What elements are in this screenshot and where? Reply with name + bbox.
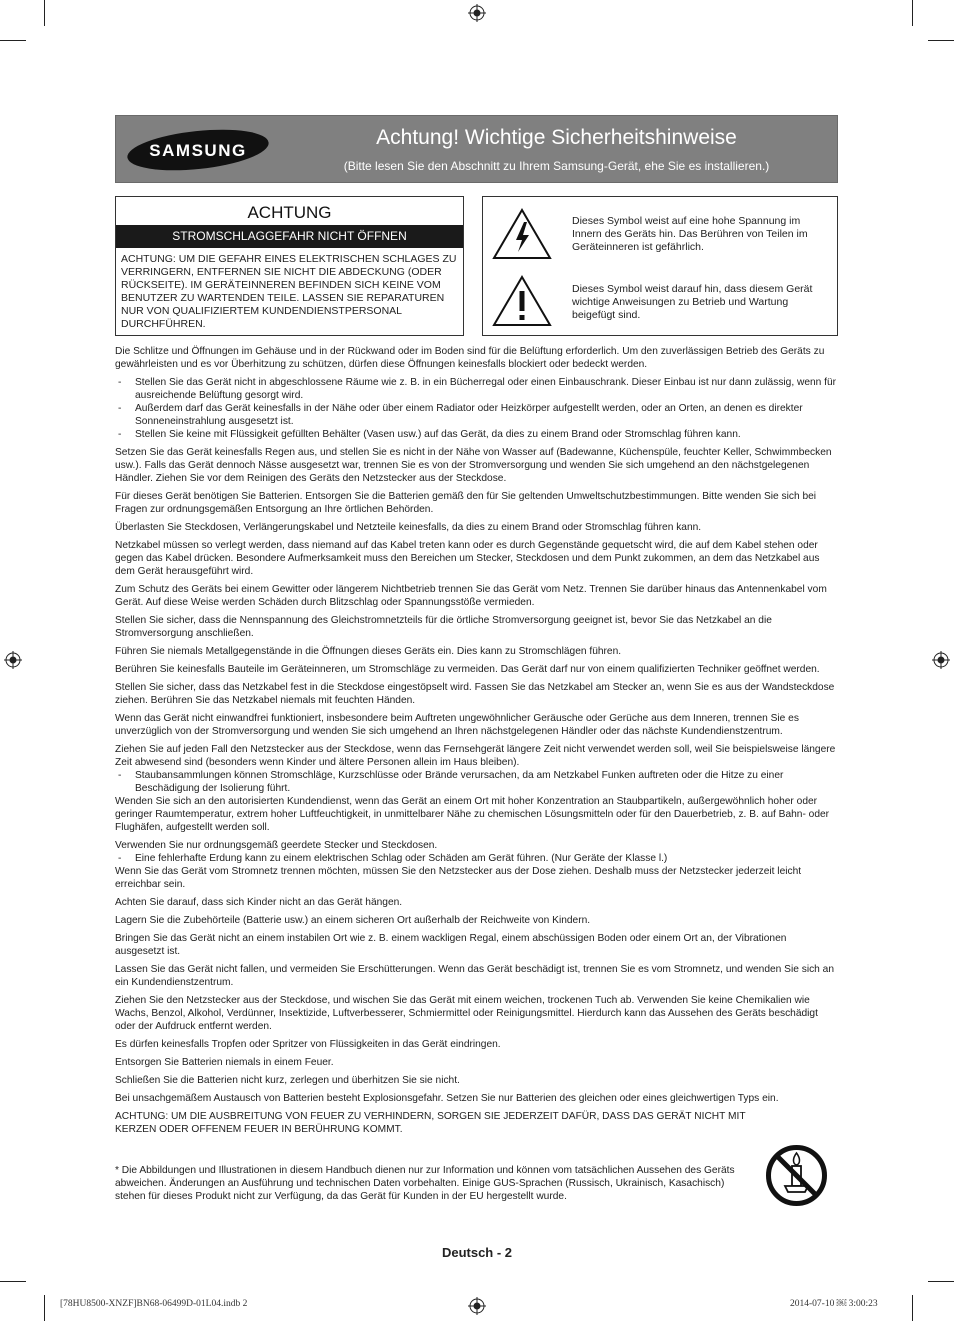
- crop-mark: [928, 40, 954, 41]
- paragraph: Stellen Sie sicher, dass die Nennspannung des Gleichstromnetzteils für die örtliche Stromversorgung geeignet ist, bevor Sie das Netzkabel an die Stromversorgung anschließen.: [115, 615, 772, 639]
- header-banner: [115, 115, 838, 183]
- print-slug-file: [78HU8500-XNZF]BN68-06499D-01L04.indb 2: [60, 1299, 248, 1309]
- paragraph: Stellen Sie sicher, dass das Netzkabel fest in die Steckdose eingestöpselt wird. Fassen Sie das Netzkabel am Stecker an, wenn Sie es aus der Wandsteckdose ziehen. Berühren Sie das Netzkabel niemals mit feuchten Händen.: [115, 682, 835, 706]
- paragraph: Zum Schutz des Geräts bei einem Gewitter oder längerem Nichtbetrieb trennen Sie das Gerät vom Netz. Trennen Sie darüber hinaus das Antennenkabel vom Gerät. Auf diese Weise werden Schäden durch Blitzschlag oder Spannungsstöße vermieden.: [115, 584, 827, 608]
- paragraph: Für dieses Gerät benötigen Sie Batterien. Entsorgen Sie die Batterien gemäß den für Sie geltenden Umweltschutzbestimmungen. Bitte wenden Sie sich bei Fragen zur ordnungsgemäßen Entsorgung an Ihre örtlichen Behörden.: [115, 491, 817, 515]
- paragraph: Bringen Sie das Gerät nicht an einem instabilen Ort wie z. B. einem wackligen Regal, einem abschüssigen Boden oder einem Ort an, der Vibrationen ausgesetzt ist.: [115, 933, 787, 957]
- samsung-logo: [126, 128, 271, 172]
- registration-mark-icon: [468, 4, 486, 22]
- paragraph: Netzkabel müssen so verlegt werden, dass niemand auf das Kabel treten kann oder es durch Gegenstände gequetscht wird, die auf dem Kabel stehen oder gegen das Kabel drücken. Besondere Aufmerksamkeit muss den Bereichen um Stecker, Steckdosen und dem Punkt zukommen, an dem das Netzkabel aus dem Gerät herausgeführt wird.: [115, 540, 820, 577]
- caution-box: [115, 196, 464, 336]
- safety-instructions: [115, 345, 837, 1141]
- paragraph: Wenn Sie das Gerät vom Stromnetz trennen möchten, müssen Sie den Netzstecker aus der Dose ziehen. Deshalb muss der Netzstecker jederzeit leicht erreichbar sein.: [115, 866, 802, 890]
- crop-mark: [0, 1281, 26, 1282]
- caution-title: ACHTUNG: [247, 203, 332, 222]
- crop-mark: [912, 1295, 913, 1321]
- paragraph: Verwenden Sie nur ordnungsgemäß geerdete Stecker und Steckdosen.: [115, 840, 438, 851]
- paragraph: Lagern Sie die Zubehörteile (Batterie usw.) an einem sicheren Ort außerhalb der Reichweite von Kindern.: [115, 915, 591, 926]
- paragraph: Berühren Sie keinesfalls Bauteile im Geräteinneren, um Stromschläge zu vermeiden. Das Gerät darf nur von einem qualifizierten Techniker geöffnet werden.: [115, 664, 820, 675]
- bullet-item: - Stellen Sie keine mit Flüssigkeit gefüllten Behälter (Vasen usw.) auf das Gerät, da dies zu einem Brand oder Stromschlag führen kann.: [115, 428, 837, 441]
- paragraph: Wenden Sie sich an den autorisierten Kundendienst, wenn das Gerät an einem Ort mit hoher Konzentration an Staubpartikeln, außergewöhnlich hoher oder geringer Raumtemperatur, extrem hoher Luftfeuchtigkeit, in unmittelbarer Nähe zu chemischen Lösungsmitteln oder für den Dauerbetrieb, z. B. auf Bahn- oder Flughäfen, aufgestellt werden soll.: [115, 796, 830, 833]
- bullet-item: - Staubansammlungen können Stromschläge, Kurzschlüsse oder Brände verursachen, da am Netzkabel Funken auftreten oder die Hitze zu einer Beschädigung der Isolierung führt.: [115, 769, 837, 795]
- paragraph: Überlasten Sie Steckdosen, Verlängerungskabel und Netzteile keinesfalls, da dies zu einem Brand oder Stromschlag führen kann.: [115, 522, 702, 533]
- page-subtitle: (Bitte lesen Sie den Abschnitt zu Ihrem Samsung-Gerät, ehe Sie es installieren.): [343, 159, 770, 173]
- high-voltage-warning-icon: [491, 207, 553, 261]
- bullet-item: - Stellen Sie das Gerät nicht in abgeschlossene Räume wie z. B. in ein Bücherregal oder einen Einbauschrank. Dieser Einbau ist nur dann zulässig, wenn für ausreichende Belüftung gesorgt wird.: [115, 376, 837, 402]
- page-number: Deutsch - 2: [441, 1245, 513, 1260]
- paragraph: Setzen Sie das Gerät keinesfalls Regen aus, und stellen Sie es nicht in der Nähe von Wasser auf (Badewanne, Küchenspüle, feuchter Keller, Schwimmbecken usw.). Falls das Gerät dennoch Nässe ausgesetzt war, trennen Sie es von der Stromversorgung und wenden Sie sich umgehend an den nächstgelegenen Händler. Ziehen Sie vor dem Reinigen des Geräts den Netzstecker aus der Steckdose.: [115, 447, 832, 484]
- paragraph: Bei unsachgemäßem Austausch von Batterien besteht Explosionsgefahr. Setzen Sie nur Batterien des gleichen oder eines gleichwertigen Typs ein.: [115, 1093, 779, 1104]
- caution-text: ACHTUNG: UM DIE GEFAHR EINES ELEKTRISCHEN SCHLAGES ZU VERRINGERN, ENTFERNEN SIE NICHT DIE ABDECKUNG (ODER RÜCKSEITE). IM GERÄTEINNEREN BEFINDEN SICH KEINE VOM BENUTZER ZU WARTENDEN TEILE. LASSEN SIE REPARATUREN NUR VON QUALIFIZIERTEM KUNDENDIENSTPERSONAL DURCHFÜHREN.: [121, 253, 457, 330]
- paragraph: Ziehen Sie den Netzstecker aus der Steckdose, und wischen Sie das Gerät mit einem weichen, trockenen Tuch ab. Verwenden Sie keine Chemikalien wie Wachs, Benzol, Alkohol, Verdünner, Insektizide, Luftverbesserer, Schmiermittel oder Reinigungsmittel. Hierdurch kann das Aussehen des Geräts beschädigt oder der Aufdruck entfernt werden.: [115, 995, 818, 1032]
- bullet-item: - Eine fehlerhafte Erdung kann zu einem elektrischen Schlag oder Schäden am Gerät führen. (Nur Geräte der Klasse l.): [115, 852, 837, 865]
- paragraph: Führen Sie niemals Metallgegenstände in die Öffnungen dieses Geräts ein. Dies kann zu Stromschlägen führen.: [115, 646, 622, 657]
- symbols-box: [482, 196, 838, 336]
- registration-mark-icon: [468, 1297, 486, 1315]
- crop-mark: [912, 0, 913, 26]
- svg-text:SAMSUNG: SAMSUNG: [149, 141, 247, 160]
- crop-mark: [44, 0, 45, 26]
- exclamation-warning-icon: [491, 274, 553, 328]
- caution-bar: STROMSCHLAGGEFAHR NICHT ÖFFNEN: [116, 225, 463, 248]
- attention-symbol-text: Dieses Symbol weist darauf hin, dass diesem Gerät wichtige Anweisungen zu Betrieb und Wartung beigefügt sind.: [572, 283, 813, 321]
- no-candle-icon: [765, 1144, 828, 1207]
- paragraph: Wenn das Gerät nicht einwandfrei funktioniert, insbesondere beim Auftreten ungewöhnlicher Geräusche oder Gerüche aus dem Inneren, trennen Sie es unverzüglich von der Stromversorgung und wenden Sie sich umgehend an Ihren nächstgelegenen Händler oder das nächste Kundendienstzentrum.: [115, 713, 799, 737]
- paragraph: Achten Sie darauf, dass sich Kinder nicht an das Gerät hängen.: [115, 897, 403, 908]
- registration-mark-icon: [932, 651, 950, 669]
- paragraph: Schließen Sie die Batterien nicht kurz, zerlegen und überhitzen Sie sie nicht.: [115, 1075, 460, 1086]
- registration-mark-icon: [4, 651, 22, 669]
- crop-mark: [44, 1295, 45, 1321]
- page-title: Achtung! Wichtige Sicherheitshinweise: [376, 126, 737, 149]
- bullet-item: - Außerdem darf das Gerät keinesfalls in der Nähe oder über einem Radiator oder Heizkörper aufgestellt werden, oder an Orten, an denen es direkter Sonneneinstrahlung ausgesetzt ist.: [115, 402, 837, 428]
- paragraph: Lassen Sie das Gerät nicht fallen, und vermeiden Sie Erschütterungen. Wenn das Gerät beschädigt ist, trennen Sie es vom Stromnetz, und wenden Sie sich an ein Kundendienstzentrum.: [115, 964, 835, 988]
- crop-mark: [0, 40, 26, 41]
- footnote: * Die Abbildungen und Illustrationen in diesem Handbuch dienen nur zur Information und können vom tatsächlichen Aussehen des Geräts abweichen. Änderungen an Ausführung und technischen Daten vorbehalten. Einige GUS-Sprachen (Russisch, Ukrainisch, Kasachisch) stehen für dieses Produkt nicht zur Verfügung, da das Gerät für Kunden in der EU hergestellt wurde.: [115, 1165, 735, 1202]
- paragraph: ACHTUNG: UM DIE AUSBREITUNG VON FEUER ZU VERHINDERN, SORGEN SIE JEDERZEIT DAFÜR, DASS DAS GERÄT NICHT MIT KERZEN ODER OFFENEM FEUER IN BERÜHRUNG KOMMT.: [115, 1111, 746, 1135]
- paragraph: Ziehen Sie auf jeden Fall den Netzstecker aus der Steckdose, wenn das Fernsehgerät längere Zeit nicht verwendet werden soll, weil Sie beispielsweise längere Zeit abwesend sind (besonders wenn Kinder und ältere Personen allein im Haus bleiben).: [115, 744, 836, 768]
- print-slug-date: 2014-07-10 ￼ 3:00:23: [790, 1299, 878, 1309]
- paragraph: Entsorgen Sie Batterien niemals in einem Feuer.: [115, 1057, 334, 1068]
- voltage-symbol-text: Dieses Symbol weist auf eine hohe Spannung im Innern des Geräts hin. Das Berühren von Teilen im Geräteinneren ist gefährlich.: [572, 215, 808, 253]
- paragraph: Es dürfen keinesfalls Tropfen oder Spritzer von Flüssigkeiten in das Gerät eindringen.: [115, 1039, 501, 1050]
- paragraph: Die Schlitze und Öffnungen im Gehäuse und in der Rückwand oder im Boden sind für die Belüftung erforderlich. Um den zuverlässigen Betrieb des Geräts zu gewährleisten und es vor Überhitzung zu schützen, dürfen diese Öffnungen keinesfalls blockiert oder bedeckt werden.: [115, 346, 825, 370]
- crop-mark: [928, 1281, 954, 1282]
